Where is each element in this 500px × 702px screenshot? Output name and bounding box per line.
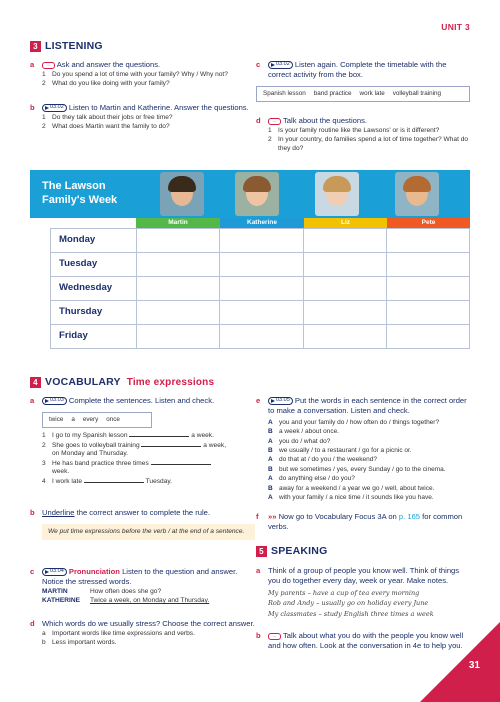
section-subtitle: Time expressions [126, 377, 215, 389]
section-title: VOCABULARY [45, 376, 121, 388]
exercise-letter: d [256, 116, 261, 125]
timetable-cell[interactable] [303, 301, 386, 325]
list-item: B away for a weekend / a year we go / well, about twice. [268, 484, 435, 492]
section-number: 4 [30, 377, 41, 388]
audio-play-button[interactable]: 03.04 [42, 568, 67, 576]
vocabulary-heading [30, 376, 214, 390]
play-icon [271, 399, 275, 403]
timetable-cell[interactable] [220, 229, 303, 253]
question-text: What do you like doing with your family? [52, 80, 170, 88]
timetable-grid [50, 228, 470, 349]
exercise-4b: b Underline the correct answer to complete the rule. We put time expressions before the verb / at the end of a sentence. [30, 508, 255, 540]
exercise-4c: c 03.04 Pronunciation Listen to the question and answer. Notice the stressed words. MARTIN How often does she go? KATHERINE Twice a week, on Monday and Thursday. [30, 567, 238, 605]
list-item: A do that at / do you / the weekend? [268, 456, 377, 464]
photo-pete [395, 172, 439, 216]
timetable-cell[interactable] [220, 301, 303, 325]
list-item: B a week / about once. [268, 428, 339, 436]
exercise-5a [256, 566, 470, 618]
section-title: SPEAKING [271, 545, 328, 557]
timetable-cell[interactable] [137, 229, 220, 253]
exercise-3d: d ··· Talk about the questions. 1 Is your family routine like the Lawsons' or is it different? 2 In your country, do families spend a lot of time together? What do they do? [256, 116, 469, 152]
exercise-letter: a [30, 396, 35, 405]
section-number: 5 [256, 546, 267, 557]
exercise-instruction: Ask and answer the questions. [56, 60, 161, 69]
timetable-cell[interactable] [303, 325, 386, 349]
conversation-list [268, 419, 470, 503]
timetable-cell[interactable] [220, 253, 303, 277]
exercise-letter: c [30, 567, 35, 576]
timetable-cell[interactable] [137, 277, 220, 301]
list-item: A you do / what do? [268, 437, 331, 445]
question-text: Do you spend a lot of time with your family? Why / Why not? [52, 70, 228, 78]
listening-heading [30, 40, 103, 54]
timetable-cell[interactable] [303, 253, 386, 277]
play-icon [45, 570, 49, 574]
exercise-instruction: Listen again. Complete the timetable with the correct activity from the box. [268, 60, 447, 79]
table-row [51, 253, 470, 277]
speech-bubble-icon: ··· [42, 62, 55, 69]
section-title: LISTENING [45, 40, 103, 52]
list-item: A do anything else / do you? [268, 475, 355, 483]
photo-liz [315, 172, 359, 216]
person-header-liz: Liz [304, 218, 387, 228]
person-header-martin: Martin [136, 218, 220, 228]
photo-martin [160, 172, 204, 216]
exercise-3c [256, 60, 470, 102]
audio-play-button[interactable]: 03.05 [268, 397, 293, 405]
timetable-cell[interactable] [386, 325, 469, 349]
list-item: B but we sometimes / yes, every Sunday / go to the cinema. [268, 465, 446, 473]
exercise-4d: d Which words do we usually stress? Choose the correct answer. a Important words like time expressions and verbs. b Less important words. [30, 619, 255, 647]
audio-play-button[interactable]: 03.03 [42, 397, 67, 405]
word-box: twice a every once [42, 412, 152, 428]
section-number: 3 [30, 41, 41, 52]
speech-bubble-icon: ··· [268, 118, 281, 125]
exercise-letter: b [30, 508, 35, 517]
timetable-cell[interactable] [137, 325, 220, 349]
speaking-heading [256, 545, 327, 559]
page-corner-decoration [420, 622, 500, 702]
day-label: Thursday [51, 301, 137, 325]
page-number: 31 [468, 660, 480, 671]
exercise-instruction: Talk about the questions. [282, 116, 367, 125]
answer-blank[interactable] [151, 464, 211, 465]
example-notes [268, 589, 470, 618]
exercise-letter: e [256, 396, 261, 405]
exercise-4a: a 03.03 Complete the sentences. Listen and check. twice a every once 1 I go to my Spanish lesson a week. 2 She goes to volleyball training a week, on Monday and Thursday. 3 He has band practice three times week. 4 I work late Tuesday. [30, 396, 227, 485]
timetable-cell[interactable] [303, 277, 386, 301]
play-icon [45, 399, 49, 403]
arrow-icon: »» [268, 512, 277, 521]
play-icon [45, 106, 49, 110]
exercise-letter: a [256, 566, 261, 575]
question-text: Is your family routine like the Lawsons' or is it different? [278, 126, 440, 134]
table-row [51, 277, 470, 301]
day-label: Friday [51, 325, 137, 349]
timetable-title: The Lawson Family's Week [42, 180, 118, 206]
exercise-3a: a ··· Ask and answer the questions. 1 Do you spend a lot of time with your family? Why / Why not? 2 What do you like doing with your family? [30, 60, 228, 88]
list-item: A you and your family do / how often do / things together? [268, 418, 440, 426]
exercise-instruction: Think of a group of people you know well. Think of things you do together every day, week or year. Make notes. [268, 566, 460, 585]
exercise-instruction: Complete the sentences. Listen and check. [68, 396, 215, 405]
day-label: Monday [51, 229, 137, 253]
unit-label: UNIT 3 [441, 22, 470, 32]
table-row [51, 325, 470, 349]
timetable-cell[interactable] [303, 229, 386, 253]
day-label: Tuesday [51, 253, 137, 277]
play-icon [271, 63, 275, 67]
question-text: What does Martin want the family to do? [52, 123, 170, 131]
exercise-instruction: Listen to the question and answer. Notice the stressed words. [42, 567, 238, 586]
question-text: In your country, do families spend a lot of time together? What do they do? [278, 136, 469, 152]
exercise-instruction: Which words do we usually stress? Choose the correct answer. [42, 619, 255, 628]
exercise-letter: c [256, 60, 261, 69]
exercise-letter: f [256, 512, 259, 521]
photo-katherine [235, 172, 279, 216]
list-item: My classmates – study English three times a week [268, 609, 434, 618]
rule-note: We put time expressions before the verb / at the end of a sentence. [42, 524, 255, 541]
exercise-instruction: Listen to Martin and Katherine. Answer the questions. [68, 103, 249, 112]
timetable-cell[interactable] [220, 325, 303, 349]
person-header-katherine: Katherine [220, 218, 304, 228]
table-row [51, 301, 470, 325]
exercise-letter: b [30, 103, 35, 112]
list-item: A with your family / a nice time / it sounds like you have. [268, 494, 434, 502]
exercise-instruction: the correct answer to complete the rule. [76, 508, 211, 517]
page-link[interactable]: p. 165 [398, 512, 421, 521]
timetable-cell[interactable] [386, 301, 469, 325]
exercise-instruction: Talk about what you do with the people you know well and how often. Look at the conversation in 4e to help you. [268, 631, 464, 650]
table-row [51, 229, 470, 253]
timetable-cell[interactable] [137, 301, 220, 325]
list-item: B we usually / to a restaurant / go for a picnic or. [268, 447, 412, 455]
exercise-3b: b 03.02 Listen to Martin and Katherine. Answer the questions. 1 Do they talk about their jobs or free time? 2 What does Martin want the family to do? [30, 103, 249, 131]
timetable-cell[interactable] [386, 229, 469, 253]
speech-bubble-icon: ··· [268, 633, 281, 640]
question-text: Do they talk about their jobs or free time? [52, 113, 173, 121]
exercise-letter: b [256, 631, 261, 640]
exercise-letter: a [30, 60, 35, 69]
exercise-4e [256, 396, 470, 503]
timetable-cell[interactable] [386, 277, 469, 301]
answer-blank[interactable] [84, 482, 144, 483]
exercise-4f: f »» Now go to Vocabulary Focus 3A on p. 165 for common verbs. [256, 512, 463, 531]
list-item: My parents – have a cup of tea every morning [268, 588, 420, 597]
audio-play-button[interactable]: 03.02 [42, 104, 67, 112]
day-label: Wednesday [51, 277, 137, 301]
audio-play-button[interactable]: 03.02 [268, 61, 293, 69]
person-header-pete: Pete [387, 218, 470, 228]
answer-blank[interactable] [129, 436, 189, 437]
exercise-letter: d [30, 619, 35, 628]
word-box: Spanish lesson band practice work late volleyball training [256, 86, 470, 102]
timetable-cell[interactable] [137, 253, 220, 277]
timetable-cell[interactable] [386, 253, 469, 277]
exercise-instruction: Put the words in each sentence in the correct order to make a conversation. Listen and check. [268, 396, 467, 415]
timetable-cell[interactable] [220, 277, 303, 301]
list-item: Rob and Andy – usually go on holiday every June [268, 599, 429, 608]
answer-blank[interactable] [141, 446, 201, 447]
